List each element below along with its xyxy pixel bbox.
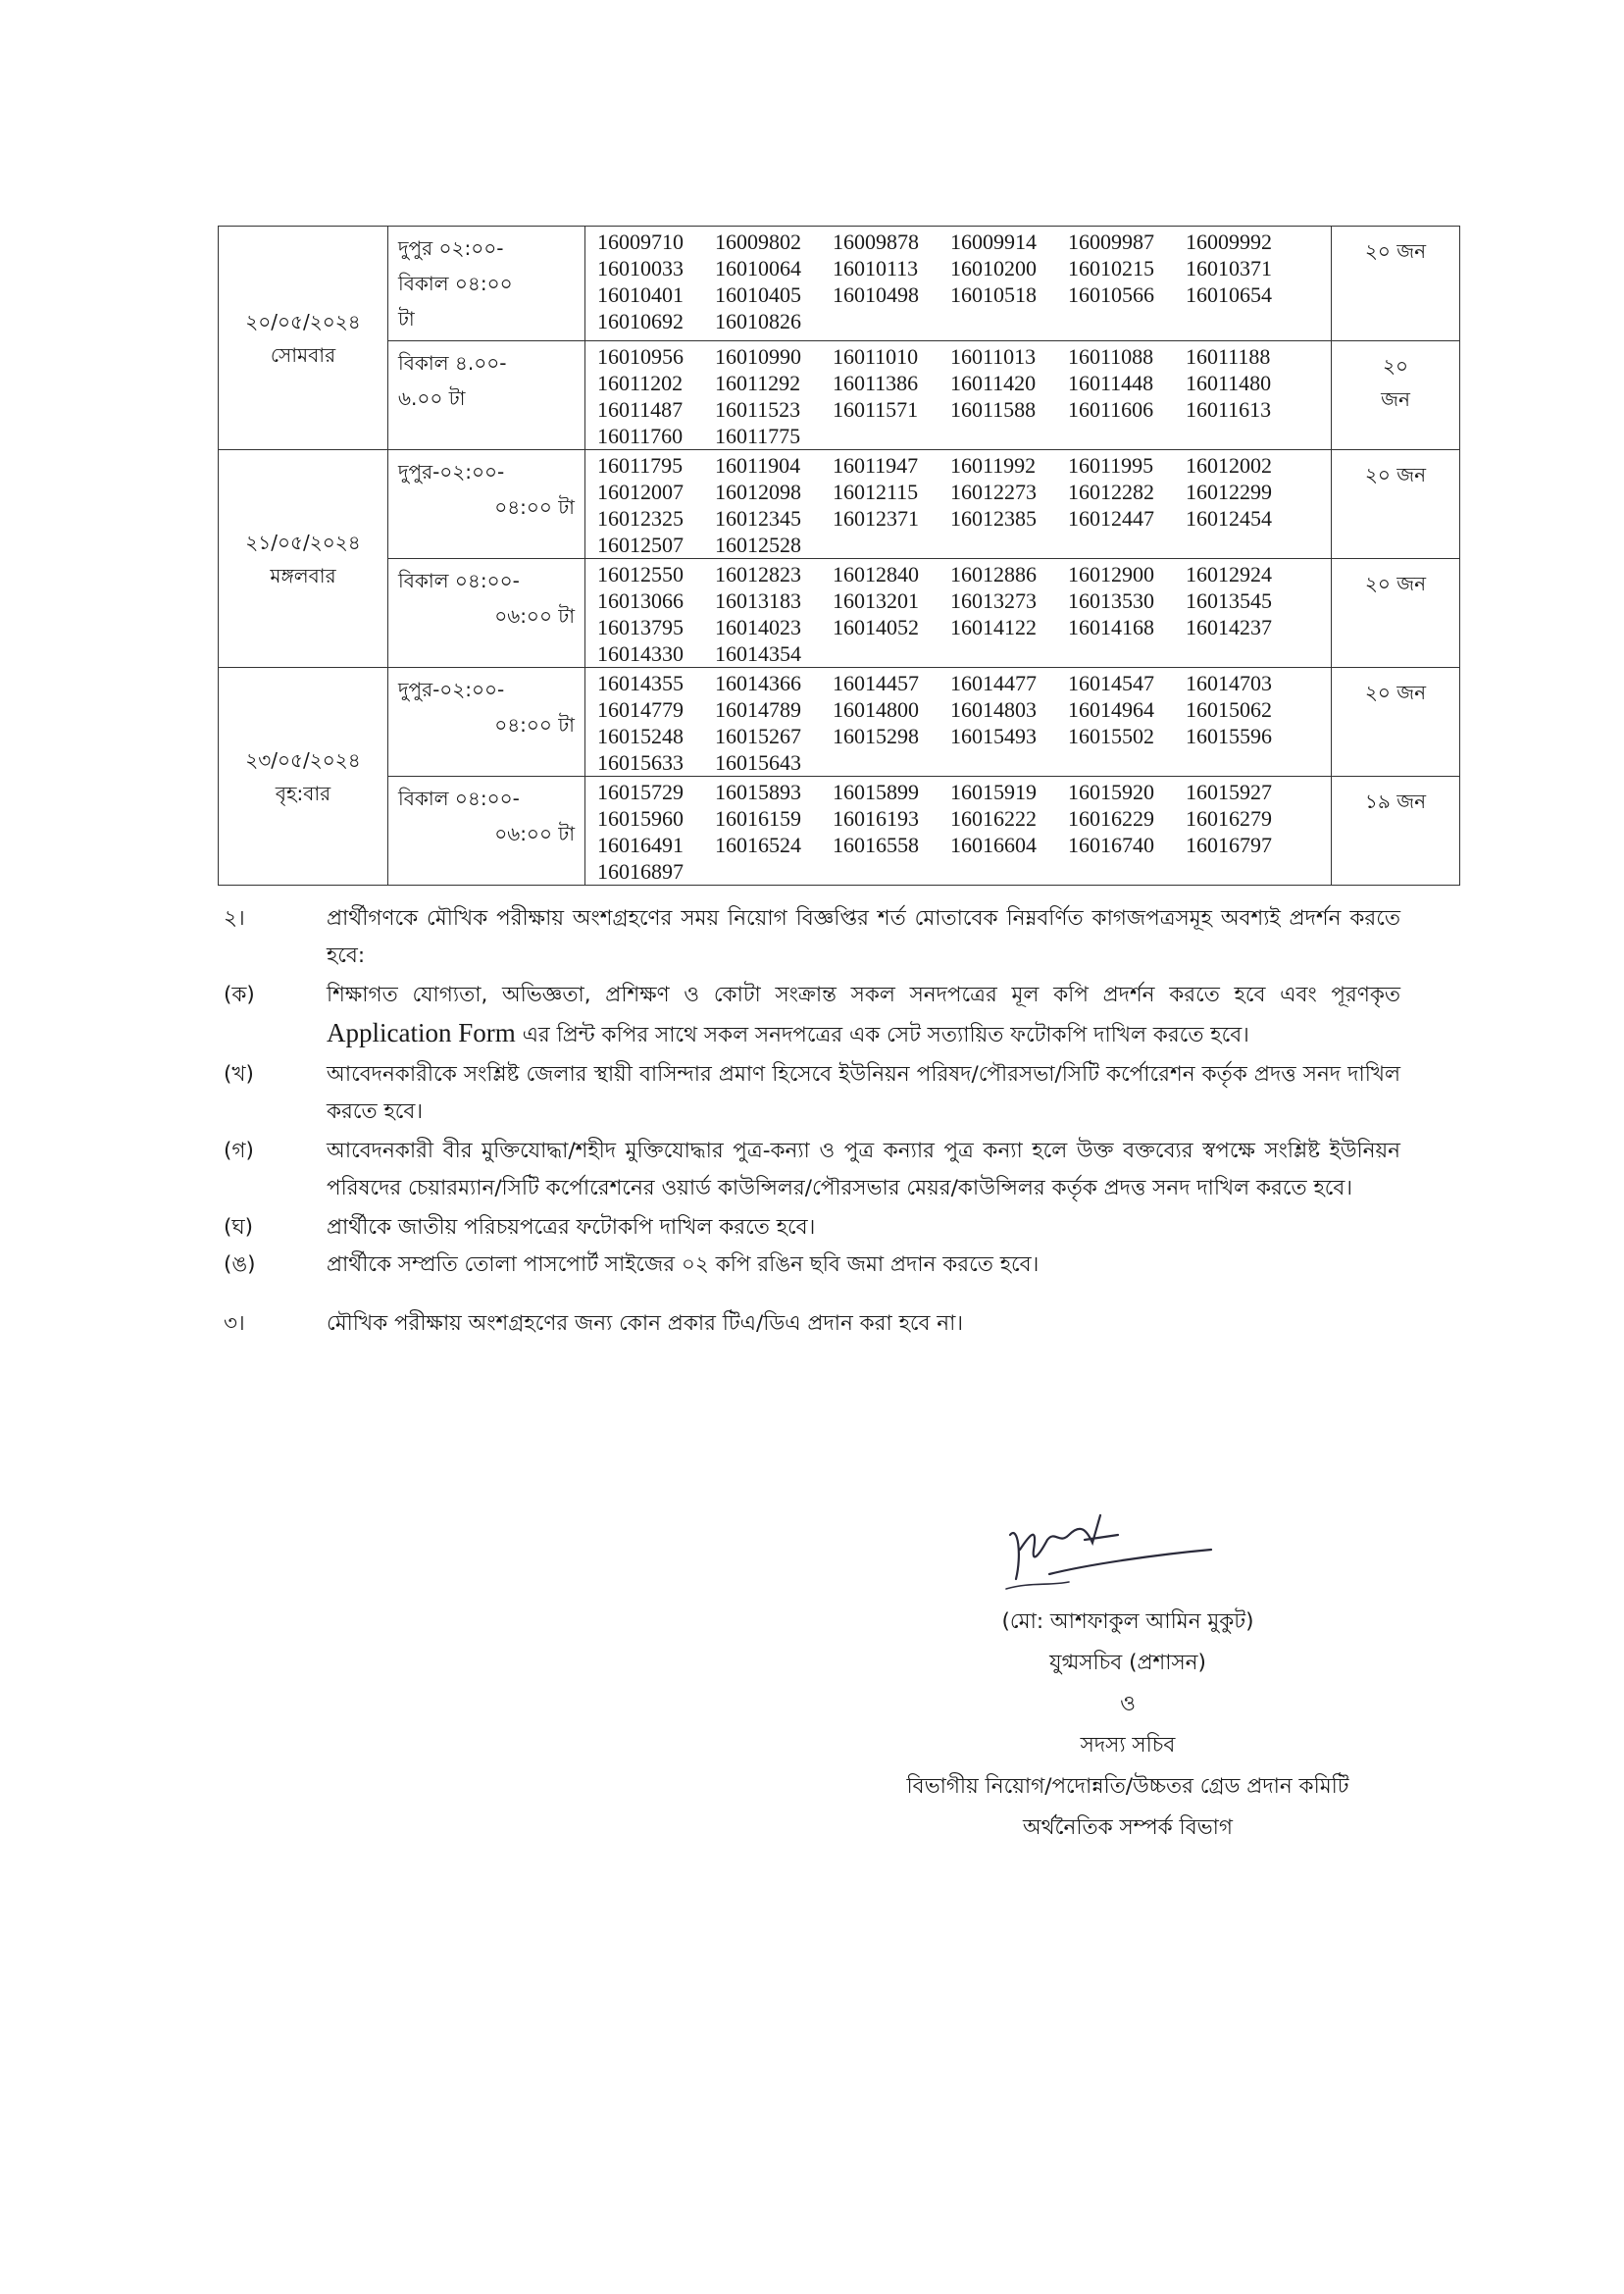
roll-number: 16014547 xyxy=(1068,671,1154,695)
roll-number: 16011992 xyxy=(950,453,1037,478)
committee-name: বিভাগীয় নিয়োগ/পদোন্নতি/উচ্চতর গ্রেড প্রদান কমিটি xyxy=(906,1774,1349,1799)
roll-number: 16015267 xyxy=(715,724,801,748)
roll-number: 16010990 xyxy=(715,344,801,369)
schedule-row xyxy=(219,341,1460,450)
roll-number: 16014800 xyxy=(833,697,919,722)
roll-numbers-cell xyxy=(585,450,1332,559)
candidate-count-cell xyxy=(1332,450,1460,559)
item-text: প্রার্থীকে সম্প্রতি তোলা পাসপোর্ট সাইজের ০২ কপি রঙিন ছবি জমা প্রদান করতে হবে। xyxy=(327,1252,1040,1277)
item-text: প্রার্থীগণকে মৌখিক পরীক্ষায় অংশগ্রহণের সময় নিয়োগ বিজ্ঞপ্তির শর্ত মোতাবেক নিম্নবর্ণিত কাগজপত্রসমূহ অবশ্যই প্রদর্শন করতে হবে: xyxy=(327,906,1400,968)
roll-number: 16016897 xyxy=(597,859,684,884)
roll-number: 16014122 xyxy=(950,615,1037,639)
roll-number: 16012345 xyxy=(715,506,801,531)
roll-number: 16012325 xyxy=(597,506,684,531)
roll-number: 16011571 xyxy=(833,397,919,422)
roll-number: 16012823 xyxy=(715,562,801,586)
roll-number: 16014168 xyxy=(1068,615,1154,639)
instruction-item-2 xyxy=(224,900,1400,975)
roll-number: 16010692 xyxy=(597,309,684,333)
candidate-count: ২০ জন xyxy=(1364,463,1427,486)
candidate-count: ২০ জন xyxy=(1364,239,1427,263)
time-slot-text: বিকাল ০৪:০০ xyxy=(398,272,513,295)
interview-date: ২১/০৫/২০২৪ xyxy=(245,530,361,554)
roll-number: 16012454 xyxy=(1186,506,1272,531)
roll-number: 16013201 xyxy=(833,588,919,613)
candidate-count-cell xyxy=(1332,341,1460,450)
time-slot-cell xyxy=(388,559,585,668)
interview-schedule-table xyxy=(218,226,1460,886)
roll-number: 16010215 xyxy=(1068,256,1154,280)
candidate-count-cell xyxy=(1332,777,1460,886)
item-number: ৩। xyxy=(224,1311,245,1336)
roll-number: 16010518 xyxy=(950,282,1037,307)
roll-number-grid xyxy=(597,779,1325,885)
roll-number: 16012098 xyxy=(715,480,801,504)
roll-number: 16010956 xyxy=(597,344,684,369)
time-slot-text: দুপুর-০২:০০- xyxy=(398,460,505,484)
time-slot-text: টা xyxy=(398,307,415,331)
date-cell xyxy=(219,668,388,886)
item-text: আবেদনকারীকে সংশ্লিষ্ট জেলার স্থায়ী বাসিন্দার প্রমাণ হিসেবে ইউনিয়ন পরিষদ/পৌরসভা/সিটি কর্পোরেশন কর্তৃক প্রদত্ত সনদ দাখিল করতে হবে। xyxy=(327,1062,1400,1124)
signatory-role: সদস্য সচিব xyxy=(1080,1733,1176,1758)
instruction-item-ga xyxy=(224,1133,1400,1207)
roll-number: 16010200 xyxy=(950,256,1037,280)
instruction-item-uo xyxy=(224,1247,1400,1284)
item-text: আবেদনকারী বীর মুক্তিযোদ্ধা/শহীদ মুক্তিযোদ্ধার পুত্র-কন্যা ও পুত্র কন্যার পুত্র কন্যা হলে উক্ত বক্তব্যের স্বপক্ষে সংশ্লিষ্ট ইউনিয়ন পরিষদের চেয়ারম্যান/সিটি কর্পোরেশনের ওয়ার্ড কাউন্সিলর/পৌরসভার মেয়র/কাউন্সিলর কর্তৃক প্রদত্ত সনদ দাখিল করতে হবে। xyxy=(327,1139,1400,1200)
roll-number: 16011613 xyxy=(1186,397,1272,422)
time-slot-text: দুপুর-০২:০০- xyxy=(398,678,505,701)
candidate-count-cell xyxy=(1332,668,1460,777)
roll-number: 16016524 xyxy=(715,833,801,857)
roll-number: 16014330 xyxy=(597,641,684,666)
time-slot-text: ০৪:০০ টা xyxy=(494,495,575,519)
roll-number: 16014457 xyxy=(833,671,919,695)
time-slot-text: বিকাল ৪.০০- xyxy=(398,351,507,375)
roll-number: 16012447 xyxy=(1068,506,1154,531)
time-slot-text: বিকাল ০৪:০০- xyxy=(398,787,520,810)
roll-number: 16009710 xyxy=(597,229,684,254)
roll-number: 16010566 xyxy=(1068,282,1154,307)
roll-number: 16011487 xyxy=(597,397,684,422)
roll-number: 16012007 xyxy=(597,480,684,504)
roll-number: 16011523 xyxy=(715,397,801,422)
roll-number: 16011795 xyxy=(597,453,684,478)
roll-numbers-cell xyxy=(585,559,1332,668)
item-number: (ক) xyxy=(224,983,255,1007)
roll-number: 16010405 xyxy=(715,282,801,307)
schedule-row xyxy=(219,668,1460,777)
time-slot-cell xyxy=(388,341,585,450)
roll-number: 16015298 xyxy=(833,724,919,748)
roll-number: 16013273 xyxy=(950,588,1037,613)
roll-number-grid xyxy=(597,229,1325,334)
date-cell xyxy=(219,450,388,668)
roll-number: 16016491 xyxy=(597,833,684,857)
roll-number-grid xyxy=(597,452,1325,558)
roll-number: 16011588 xyxy=(950,397,1037,422)
roll-number: 16014366 xyxy=(715,671,801,695)
roll-number: 16009802 xyxy=(715,229,801,254)
roll-number: 16009987 xyxy=(1068,229,1154,254)
signature-block xyxy=(794,1602,1461,1849)
roll-number: 16015248 xyxy=(597,724,684,748)
item-number: (ঘ) xyxy=(224,1215,254,1240)
interview-date: ২০/০৫/২০২৪ xyxy=(245,309,361,333)
item-text-part-b: এর প্রিন্ট কপির সাথে সকল সনদপত্রের এক সেট সত্যায়িত ফটোকপি দাখিল করতে হবে। xyxy=(522,1023,1249,1047)
time-slot-cell xyxy=(388,777,585,886)
roll-numbers-cell xyxy=(585,668,1332,777)
roll-number: 16016740 xyxy=(1068,833,1154,857)
roll-number: 16013066 xyxy=(597,588,684,613)
date-cell xyxy=(219,227,388,450)
roll-number: 16014355 xyxy=(597,671,684,695)
roll-number: 16009992 xyxy=(1186,229,1272,254)
roll-number-grid xyxy=(597,561,1325,667)
application-form-label: Application Form xyxy=(327,1018,516,1047)
roll-number: 16016797 xyxy=(1186,833,1272,857)
roll-number: 16011480 xyxy=(1186,371,1272,395)
roll-number: 16012115 xyxy=(833,480,919,504)
roll-number: 16014803 xyxy=(950,697,1037,722)
roll-number: 16016604 xyxy=(950,833,1037,857)
roll-number: 16009878 xyxy=(833,229,919,254)
roll-number: 16014354 xyxy=(715,641,801,666)
roll-number-grid xyxy=(597,343,1325,449)
roll-number: 16012528 xyxy=(715,533,801,557)
roll-number: 16016159 xyxy=(715,806,801,831)
roll-number: 16015502 xyxy=(1068,724,1154,748)
time-slot-cell xyxy=(388,450,585,559)
instruction-item-gha xyxy=(224,1209,1400,1247)
roll-number: 16016279 xyxy=(1186,806,1272,831)
roll-number: 16014477 xyxy=(950,671,1037,695)
time-slot-text: ৬.০০ টা xyxy=(398,386,466,410)
signatory-name: (মো: আশফাকুল আমিন মুকুট) xyxy=(1001,1609,1254,1634)
roll-numbers-cell xyxy=(585,777,1332,886)
roll-number: 16009914 xyxy=(950,229,1037,254)
item-text: প্রার্থীকে জাতীয় পরিচয়পত্রের ফটোকপি দাখিল করতে হবে। xyxy=(327,1215,816,1240)
roll-number: 16010826 xyxy=(715,309,801,333)
roll-number: 16015893 xyxy=(715,780,801,804)
roll-number: 16010064 xyxy=(715,256,801,280)
roll-number: 16015927 xyxy=(1186,780,1272,804)
item-text-part-a: শিক্ষাগত যোগ্যতা, অভিজ্ঞতা, প্রশিক্ষণ ও কোটা সংক্রান্ত সকল সনদপত্রের মূল কপি প্রদর্শন করতে হবে এবং পূরণকৃত xyxy=(327,983,1400,1007)
time-slot-text: ০৬:০০ টা xyxy=(494,604,575,628)
roll-number: 16015633 xyxy=(597,750,684,775)
roll-number: 16012385 xyxy=(950,506,1037,531)
roll-number: 16012507 xyxy=(597,533,684,557)
instruction-item-ka xyxy=(224,977,1400,1054)
signatory-designation: যুগ্মসচিব (প্রশাসন) xyxy=(1049,1651,1206,1675)
roll-number: 16011606 xyxy=(1068,397,1154,422)
roll-number: 16010033 xyxy=(597,256,684,280)
roll-number: 16010371 xyxy=(1186,256,1272,280)
roll-number: 16010401 xyxy=(597,282,684,307)
roll-number: 16012840 xyxy=(833,562,919,586)
roll-number: 16011088 xyxy=(1068,344,1154,369)
roll-number: 16015596 xyxy=(1186,724,1272,748)
time-slot-text: বিকাল ০৪:০০- xyxy=(398,569,520,592)
roll-number: 16016222 xyxy=(950,806,1037,831)
schedule-row xyxy=(219,777,1460,886)
roll-number: 16011386 xyxy=(833,371,919,395)
conjunction: ও xyxy=(1120,1692,1136,1716)
roll-number: 16011775 xyxy=(715,424,801,448)
instruction-item-3 xyxy=(224,1305,1400,1343)
roll-number: 16014052 xyxy=(833,615,919,639)
schedule-row xyxy=(219,450,1460,559)
roll-number: 16011010 xyxy=(833,344,919,369)
roll-number: 16010113 xyxy=(833,256,919,280)
schedule-row xyxy=(219,227,1460,341)
roll-number: 16013795 xyxy=(597,615,684,639)
candidate-count: ২০ জন xyxy=(1364,572,1427,595)
roll-number: 16014789 xyxy=(715,697,801,722)
roll-number: 16014779 xyxy=(597,697,684,722)
instruction-item-kha xyxy=(224,1056,1400,1131)
time-slot-text: দুপুর ০২:০০- xyxy=(398,236,504,260)
interview-weekday: সোমবার xyxy=(270,342,336,367)
roll-number: 16013545 xyxy=(1186,588,1272,613)
time-slot-cell xyxy=(388,227,585,341)
roll-number: 16015643 xyxy=(715,750,801,775)
roll-number: 16011904 xyxy=(715,453,801,478)
roll-number: 16015062 xyxy=(1186,697,1272,722)
candidate-count: ১৯ জন xyxy=(1364,790,1427,813)
time-slot-cell xyxy=(388,668,585,777)
roll-number: 16013530 xyxy=(1068,588,1154,613)
roll-number: 16014023 xyxy=(715,615,801,639)
roll-number: 16014964 xyxy=(1068,697,1154,722)
roll-number: 16012002 xyxy=(1186,453,1272,478)
item-text xyxy=(327,977,1400,1054)
roll-number: 16011292 xyxy=(715,371,801,395)
roll-number: 16012282 xyxy=(1068,480,1154,504)
time-slot-text: ০৪:০০ টা xyxy=(494,713,575,737)
roll-number: 16014237 xyxy=(1186,615,1272,639)
candidate-count: ২০ জন xyxy=(1364,681,1427,704)
roll-number: 16016193 xyxy=(833,806,919,831)
roll-number: 16015493 xyxy=(950,724,1037,748)
division-name: অর্থনৈতিক সম্পর্ক বিভাগ xyxy=(1022,1815,1234,1840)
roll-number: 16012371 xyxy=(833,506,919,531)
candidate-count: ২০ জন xyxy=(1381,354,1410,411)
roll-number: 16011188 xyxy=(1186,344,1271,369)
interview-weekday: বৃহ:বার xyxy=(275,781,331,805)
roll-number: 16011448 xyxy=(1068,371,1154,395)
roll-numbers-cell xyxy=(585,227,1332,341)
interview-weekday: মঙ্গলবার xyxy=(270,563,336,587)
roll-number: 16016558 xyxy=(833,833,919,857)
roll-number: 16012273 xyxy=(950,480,1037,504)
roll-number: 16010498 xyxy=(833,282,919,307)
signature-mark xyxy=(990,1496,1216,1604)
roll-number-grid xyxy=(597,670,1325,776)
schedule-row xyxy=(219,559,1460,668)
roll-number: 16015899 xyxy=(833,780,919,804)
roll-numbers-cell xyxy=(585,341,1332,450)
instructions-section xyxy=(224,900,1400,1343)
candidate-count-cell xyxy=(1332,559,1460,668)
time-slot-text: ০৬:০০ টা xyxy=(494,822,575,845)
item-number: (খ) xyxy=(224,1062,254,1087)
roll-number: 16013183 xyxy=(715,588,801,613)
roll-number: 16012299 xyxy=(1186,480,1272,504)
roll-number: 16011420 xyxy=(950,371,1037,395)
interview-date: ২৩/০৫/২০২৪ xyxy=(245,747,361,772)
roll-number: 16011947 xyxy=(833,453,919,478)
roll-number: 16011013 xyxy=(950,344,1037,369)
roll-number: 16011202 xyxy=(597,371,684,395)
roll-number: 16012924 xyxy=(1186,562,1272,586)
item-text: মৌখিক পরীক্ষায় অংশগ্রহণের জন্য কোন প্রকার টিএ/ডিএ প্রদান করা হবে না। xyxy=(327,1311,964,1336)
roll-number: 16015729 xyxy=(597,780,684,804)
roll-number: 16014703 xyxy=(1186,671,1272,695)
roll-number: 16015919 xyxy=(950,780,1037,804)
item-number: (গ) xyxy=(224,1139,254,1163)
roll-number: 16015920 xyxy=(1068,780,1154,804)
item-number: (ঙ) xyxy=(224,1252,256,1277)
item-number: ২। xyxy=(224,906,245,931)
roll-number: 16016229 xyxy=(1068,806,1154,831)
roll-number: 16012550 xyxy=(597,562,684,586)
roll-number: 16012900 xyxy=(1068,562,1154,586)
roll-number: 16011760 xyxy=(597,424,684,448)
roll-number: 16012886 xyxy=(950,562,1037,586)
roll-number: 16010654 xyxy=(1186,282,1272,307)
roll-number: 16011995 xyxy=(1068,453,1154,478)
candidate-count-cell xyxy=(1332,227,1460,341)
roll-number: 16015960 xyxy=(597,806,684,831)
